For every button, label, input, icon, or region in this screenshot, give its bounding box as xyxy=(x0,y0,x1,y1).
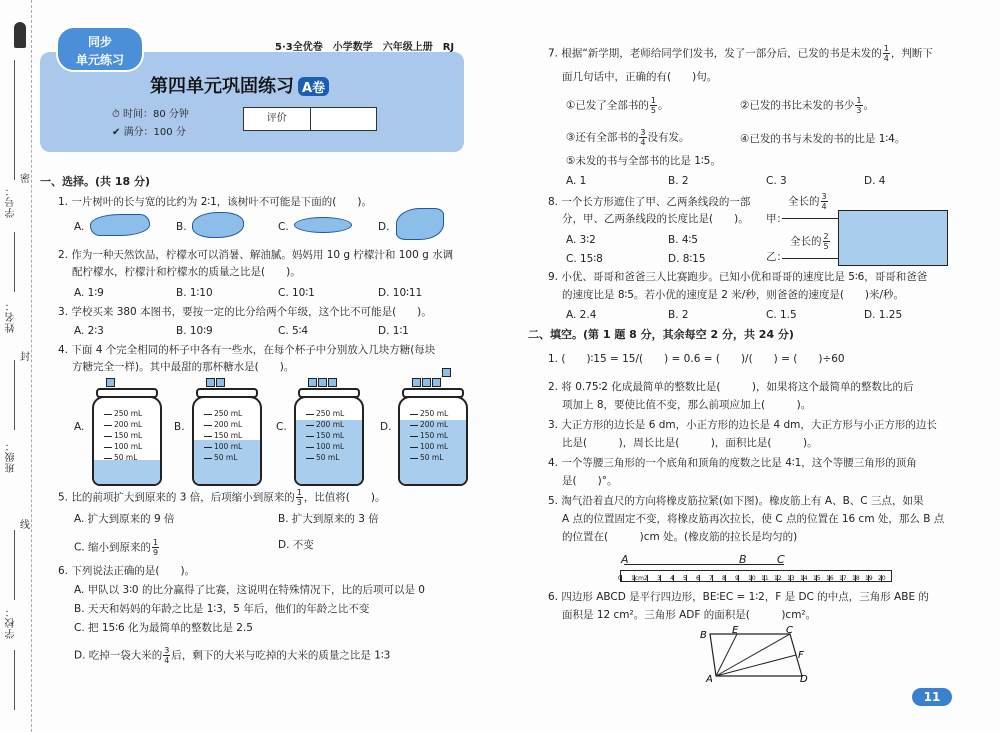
binding-strip xyxy=(0,0,32,732)
sugar-cube-icon xyxy=(432,378,441,387)
q9-option-b[interactable]: B. 2 xyxy=(668,309,689,321)
fill-5-cont2[interactable]: 的位置在( )cm 处。(橡皮筋的拉长是均匀的) xyxy=(562,531,798,543)
sync-badge: 同步 单元练习 xyxy=(56,26,144,72)
ruler-tick-label: 10 xyxy=(748,575,756,582)
water-level xyxy=(94,460,160,484)
q1-option-a[interactable]: A. xyxy=(74,221,85,233)
divider xyxy=(14,232,15,292)
volume-mark: 100 mL xyxy=(306,443,344,451)
ruler-tick-label: 19 xyxy=(865,575,873,582)
q8-option-c[interactable]: C. 15∶8 xyxy=(566,253,603,265)
ruler-tick-label: 15 xyxy=(813,575,821,582)
leaf-icon xyxy=(192,212,244,238)
q6-text: 6. 下列说法正确的是( )。 xyxy=(58,565,196,577)
q8-option-a[interactable]: A. 3∶2 xyxy=(566,234,596,246)
volume-mark: 50 mL xyxy=(410,454,443,462)
q6-option-d[interactable]: D. 吃掉一袋大米的 $\frac{3}{4}$ 后，剩下的大米与吃掉的大米的质量之比是 1∶3 xyxy=(74,646,391,665)
q7-text: 7. 根据“新学期，老师给同学们发书，发了一部分后，已发的书是未发的 $\frac{1}{4}$ ，判断下 xyxy=(548,44,933,63)
q9-option-c[interactable]: C. 1.5 xyxy=(766,309,797,321)
q5-option-c[interactable]: C. 缩小到原来的 $\frac{1}{9}$ xyxy=(74,538,159,557)
q5-text: 5. 比的前项扩大到原来的 3 倍，后项缩小到原来的 $\frac{1}{3}$ ，比值将( )。 xyxy=(58,488,386,507)
q4-text-cont: 方糖完全一样)。其中最甜的那杯糖水是( )。 xyxy=(72,361,295,373)
volume-mark: 100 mL xyxy=(410,443,448,451)
ruler-tick-label: 14 xyxy=(800,575,808,582)
q3-option-a[interactable]: A. 2∶3 xyxy=(74,325,104,337)
q1-option-d[interactable]: D. xyxy=(378,221,390,233)
sugar-cube-icon xyxy=(328,378,337,387)
svg-text:B: B xyxy=(700,630,707,641)
water-jar xyxy=(92,396,162,486)
q2-text-cont: 配柠檬水，柠檬汁和柠檬水的质量之比是( )。 xyxy=(72,266,301,278)
segment-yi xyxy=(782,258,838,259)
fill-6-cont[interactable]: 面积是 12 cm²。三角形 ADF 的面积是( )cm²。 xyxy=(562,609,817,621)
q8-label-jia-total: 全长的 $\frac{3}{4}$ xyxy=(788,192,827,211)
covering-rectangle xyxy=(838,210,948,266)
leaf-icon xyxy=(90,214,150,236)
q5-option-a[interactable]: A. 扩大到原来的 9 倍 xyxy=(74,513,175,525)
svg-text:A: A xyxy=(706,674,713,682)
school-label: 学校： xyxy=(6,606,17,639)
parallelogram-figure xyxy=(696,626,816,682)
q3-option-b[interactable]: B. 10∶9 xyxy=(176,325,213,337)
ruler-tick-label: 18 xyxy=(852,575,860,582)
volume-mark: 200 mL xyxy=(104,421,142,429)
series-line: 5·3全优卷 小学数学 六年级上册 RJ xyxy=(275,42,455,53)
q2-option-b[interactable]: B. 1∶10 xyxy=(176,287,213,299)
seal-char-feng: 封 xyxy=(20,352,30,363)
q7-option-a[interactable]: A. 1 xyxy=(566,175,587,187)
volume-mark: 100 mL xyxy=(104,443,142,451)
svg-text:E: E xyxy=(732,626,739,636)
ruler-tick-label: 11 xyxy=(761,575,769,582)
a-volume-badge: A卷 xyxy=(298,77,329,96)
score-info: ✔ 满分：100 分 xyxy=(112,127,186,138)
student-id-label: 学号： xyxy=(6,185,17,218)
ruler-tick-label: 5 xyxy=(683,575,687,582)
q7-statement-2: ②已发的书比未发的书少 $\frac{1}{3}$ 。 xyxy=(740,96,875,115)
q1-option-b[interactable]: B. xyxy=(176,221,187,233)
sugar-cube-icon xyxy=(412,378,421,387)
q5-option-b[interactable]: B. 扩大到原来的 3 倍 xyxy=(278,513,379,525)
sugar-cube-icon xyxy=(318,378,327,387)
fill-4[interactable]: 4. 一个等腰三角形的一个底角和顶角的度数之比是 4∶1，这个等腰三角形的顶角 xyxy=(548,457,917,469)
ruler-tick-label: 9 xyxy=(735,575,739,582)
volume-mark: 50 mL xyxy=(104,454,137,462)
q4-option-d[interactable]: D. xyxy=(380,421,392,433)
ruler-tick-label: 17 xyxy=(839,575,847,582)
volume-mark: 200 mL xyxy=(410,421,448,429)
volume-mark: 150 mL xyxy=(410,432,448,440)
svg-text:C: C xyxy=(786,626,793,636)
ruler-tick-label: 8 xyxy=(722,575,726,582)
q7-statement-3: ③还有全部书的 $\frac{3}{4}$ 没有发。 xyxy=(566,128,690,147)
volume-mark: 50 mL xyxy=(306,454,339,462)
q7-text-cont: 面几句话中，正确的有( )句。 xyxy=(562,71,718,83)
q2-option-c[interactable]: C. 10∶1 xyxy=(278,287,315,299)
divider xyxy=(14,650,15,710)
fill-3-cont[interactable]: 比是( )，周长比是( )，面积比是( )。 xyxy=(562,437,818,449)
q7-statement-5: ⑤未发的书与全部书的比是 1∶5。 xyxy=(566,155,721,167)
divider xyxy=(14,530,15,600)
svg-text:D: D xyxy=(800,674,808,682)
water-level xyxy=(400,420,466,484)
water-jar xyxy=(398,396,468,486)
q1-option-c[interactable]: C. xyxy=(278,221,289,233)
svg-text:F: F xyxy=(798,650,804,661)
divider xyxy=(14,60,15,180)
q9-option-a[interactable]: A. 2.4 xyxy=(566,309,597,321)
ruler-tick-label: 16 xyxy=(826,575,834,582)
ruler-tick-label: 12 xyxy=(774,575,782,582)
q8-option-b[interactable]: B. 4∶5 xyxy=(668,234,698,246)
point-label: C xyxy=(777,553,785,566)
volume-mark: 150 mL xyxy=(104,432,142,440)
volume-mark: 250 mL xyxy=(410,410,448,418)
q8-text-cont: 分，甲、乙两条线段的长度比是( )。 xyxy=(562,213,749,225)
q8-option-d[interactable]: D. 8∶15 xyxy=(668,253,706,265)
water-jar xyxy=(192,396,262,486)
q3-option-d[interactable]: D. 1∶1 xyxy=(378,325,409,337)
rubber-band xyxy=(624,564,784,565)
sugar-cube-icon xyxy=(422,378,431,387)
ruler-tick-label: 20 xyxy=(878,575,886,582)
leaf-icon xyxy=(294,217,352,233)
fill-6[interactable]: 6. 四边形 ABCD 是平行四边形，BE∶EC = 1∶2，F 是 DC 的中点，三角形 ABE 的 xyxy=(548,591,929,603)
point-label: A xyxy=(621,553,629,566)
segment-jia xyxy=(782,218,838,219)
ruler-tick-label: 13 xyxy=(787,575,795,582)
fill-2[interactable]: 2. 将 0.75∶2 化成最简单的整数比是( )，如果将这个最简单的整数比的后 xyxy=(548,381,914,393)
q7-option-c[interactable]: C. 3 xyxy=(766,175,787,187)
section-fill: 二、填空。(第 1 题 8 分，其余每空 2 分，共 24 分) xyxy=(528,328,794,341)
volume-mark: 100 mL xyxy=(204,443,242,451)
q3-option-c[interactable]: C. 5∶4 xyxy=(278,325,309,337)
q7-option-d[interactable]: D. 4 xyxy=(864,175,886,187)
leaf-icon xyxy=(396,208,444,240)
water-jar xyxy=(294,396,364,486)
q8-text: 8. 一个长方形遮住了甲、乙两条线段的一部 xyxy=(548,196,751,208)
class-label: 班级： xyxy=(6,440,17,473)
ruler-tick-label: 0 xyxy=(618,575,622,582)
seal-char-mi: 密 xyxy=(20,174,30,185)
q7-statement-4: ④已发的书与未发的书的比是 1∶4。 xyxy=(740,133,906,145)
fill-4-cont[interactable]: 是( )°。 xyxy=(562,475,618,487)
q3-text: 3. 学校买来 380 本图书，要按一定的比分给两个年级，这个比不可能是( )。 xyxy=(58,306,432,318)
volume-mark: 250 mL xyxy=(204,410,242,418)
q6-option-c[interactable]: C. 把 15∶6 化为最简单的整数比是 2.5 xyxy=(74,622,253,634)
seal-char-xian: 线 xyxy=(20,520,30,531)
q4-text: 4. 下面 4 个完全相同的杯子中各有一些水，在每个杯子中分别放入几块方糖(每块 xyxy=(58,344,436,356)
fill-3[interactable]: 3. 大正方形的边长是 6 dm，小正方形的边长是 4 dm，大正方形与小正方形的边长 xyxy=(548,419,937,431)
ruler-tick-label: 2 xyxy=(644,575,648,582)
sugar-cube-icon xyxy=(106,378,115,387)
q2-option-a[interactable]: A. 1∶9 xyxy=(74,287,104,299)
q2-option-d[interactable]: D. 10∶11 xyxy=(378,287,423,299)
ruler-tick-label: 4 xyxy=(670,575,674,582)
page-title: 第四单元巩固练习 A卷 xyxy=(150,72,329,98)
water-level xyxy=(296,420,362,484)
page-number: 11 xyxy=(912,688,952,706)
fill-2-cont[interactable]: 项加上 8，要使比值不变，那么前项应加上( )。 xyxy=(562,399,812,411)
fill-1[interactable]: 1. ( )∶15 = 15/( ) = 0.6 = ( )/( ) = ( )÷60 xyxy=(548,353,845,365)
fill-5-cont[interactable]: A 点的位置固定不变，将橡皮筋再次拉长，使 C 点的位置在 16 cm 处，那么 B 点 xyxy=(562,513,945,525)
q1-text: 1. 一片树叶的长与宽的比约为 2∶1，该树叶不可能是下面的( )。 xyxy=(58,196,372,208)
sugar-cube-icon xyxy=(206,378,215,387)
q9-text: 9. 小优、哥哥和爸爸三人比赛跑步。已知小优和哥哥的速度比是 5∶6，哥哥和爸爸 xyxy=(548,271,928,283)
volume-mark: 200 mL xyxy=(204,421,242,429)
volume-mark: 250 mL xyxy=(104,410,142,418)
sugar-cube-icon xyxy=(216,378,225,387)
q4-option-a[interactable]: A. xyxy=(74,421,85,433)
q8-label-yi-total: 全长的 $\frac{2}{5}$ xyxy=(790,232,829,251)
name-label: 姓名： xyxy=(6,300,17,333)
ruler-tick-label: 3 xyxy=(657,575,661,582)
volume-mark: 150 mL xyxy=(306,432,344,440)
q6-option-b[interactable]: B. 天天和妈妈的年龄之比是 1∶3，5 年后，他们的年龄之比不变 xyxy=(74,603,370,615)
q4-option-b[interactable]: B. xyxy=(174,421,185,433)
fill-5[interactable]: 5. 淘气沿着直尺的方向将橡皮筋拉紧(如下图)。橡皮筋上有 A、B、C 三点，如果 xyxy=(548,495,924,507)
point-label: B xyxy=(739,553,747,566)
sugar-cube-icon xyxy=(442,368,451,377)
ruler-tick-label: 1cm xyxy=(631,575,644,582)
volume-mark: 50 mL xyxy=(204,454,237,462)
q8-label-yi: 乙： xyxy=(766,251,787,263)
q9-option-d[interactable]: D. 1.25 xyxy=(864,309,903,321)
volume-mark: 250 mL xyxy=(306,410,344,418)
time-info: ⏱ 时间：80 分钟 xyxy=(112,109,189,120)
q5-option-d[interactable]: D. 不变 xyxy=(278,539,314,551)
q7-statement-1: ①已发了全部书的 $\frac{1}{5}$ 。 xyxy=(566,96,669,115)
q8-label-jia: 甲： xyxy=(766,213,787,225)
q6-option-a[interactable]: A. 甲队以 3∶0 的比分赢得了比赛，这说明在特殊情况下，比的后项可以是 0 xyxy=(74,584,425,596)
q2-text: 2. 作为一种天然饮品，柠檬水可以消暑、解油腻。妈妈用 10 g 柠檬汁和 100 g 水调 xyxy=(58,249,454,261)
rocket-icon xyxy=(14,22,26,48)
volume-mark: 200 mL xyxy=(306,421,344,429)
q9-text-cont: 的速度比是 8∶5。若小优的速度是 2 米/秒，则爸爸的速度是( )米/秒。 xyxy=(562,289,905,301)
ruler-tick-label: 6 xyxy=(696,575,700,582)
divider xyxy=(14,360,15,430)
ruler-tick-label: 7 xyxy=(709,575,713,582)
sugar-cube-icon xyxy=(308,378,317,387)
volume-mark: 150 mL xyxy=(204,432,242,440)
evaluation-box[interactable]: 评价 xyxy=(243,107,377,131)
q7-option-b[interactable]: B. 2 xyxy=(668,175,689,187)
q4-option-c[interactable]: C. xyxy=(276,421,287,433)
section-choice: 一、选择。(共 18 分) xyxy=(40,175,151,188)
